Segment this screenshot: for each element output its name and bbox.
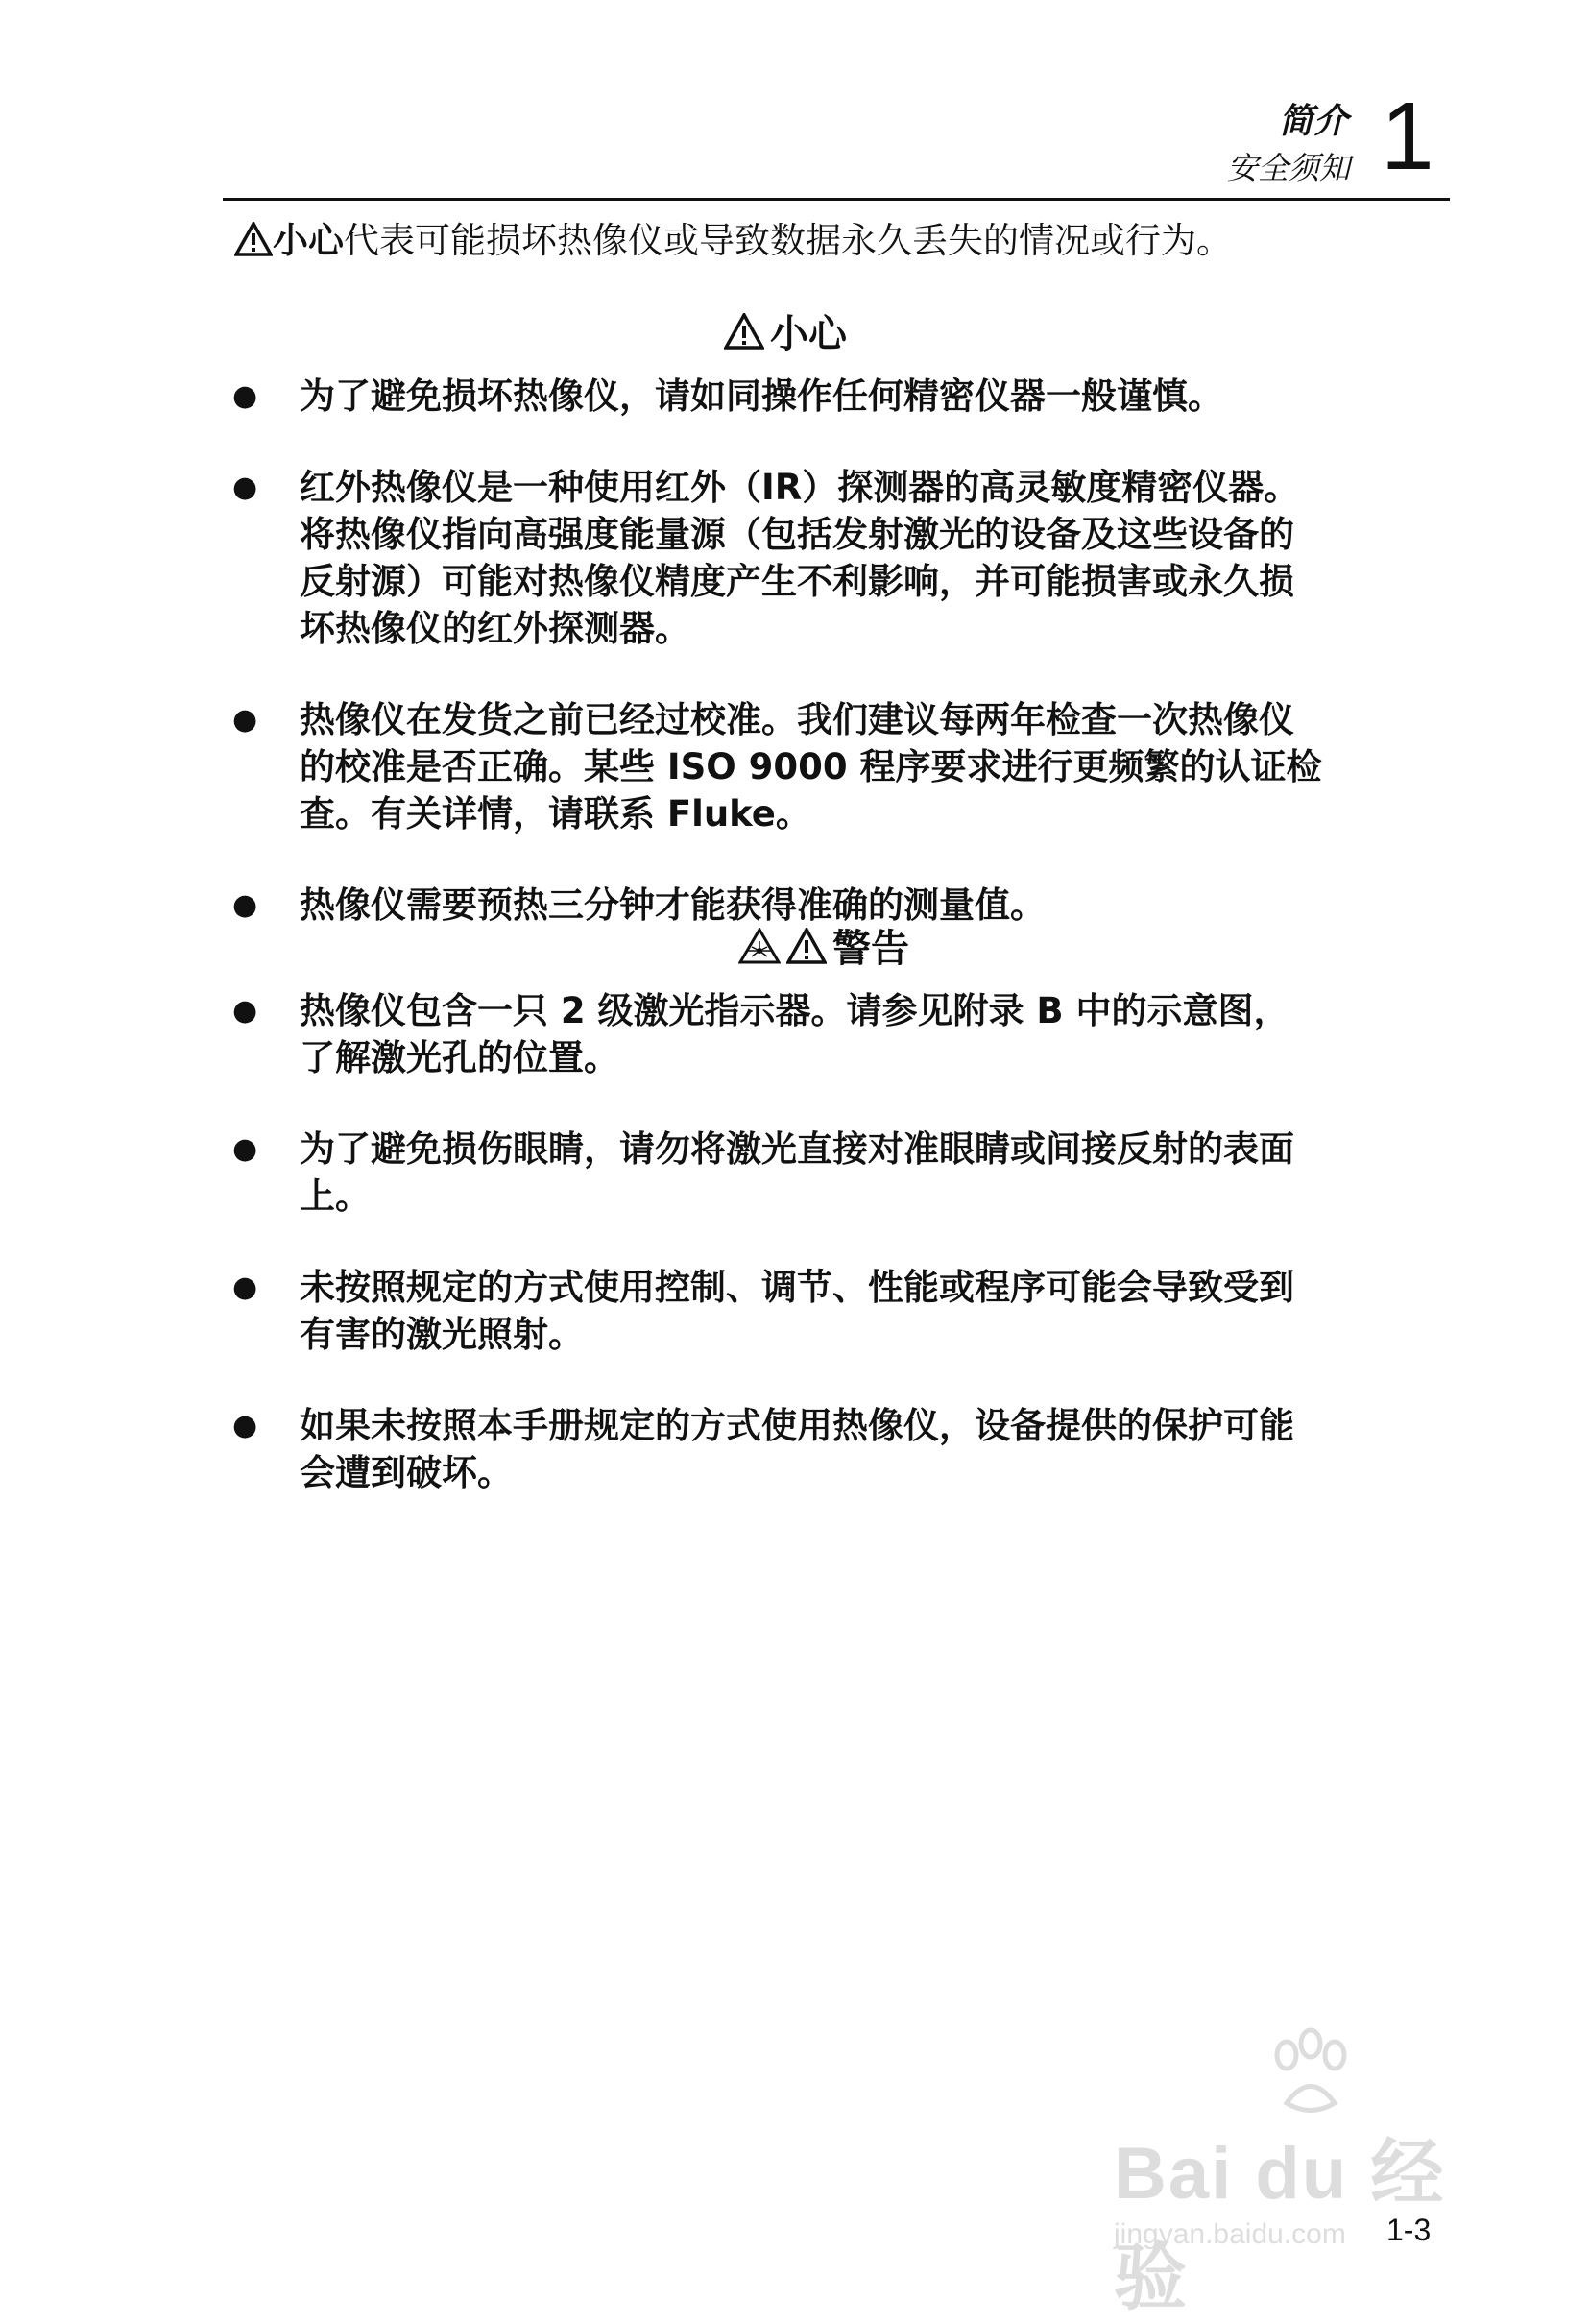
warning-heading-label: 警告 xyxy=(832,927,909,971)
caution-triangle-icon xyxy=(234,222,273,256)
list-item-text: 热像仪包含一只 2 级激光指示器。请参见附录 B 中的示意图， 了解激光孔的位置。 xyxy=(300,990,1289,1078)
watermark-url: jingyan.baidu.com xyxy=(1114,2218,1346,2250)
paw-logo-icon xyxy=(1258,2026,1363,2122)
header-subtitle: 安全须知 xyxy=(1226,150,1350,186)
chapter-number: 1 xyxy=(1381,83,1434,190)
list-item xyxy=(227,696,1379,837)
list-item-text: 为了避免损坏热像仪，请如同操作任何精密仪器一般谨慎。 xyxy=(300,375,1223,417)
intro-paragraph xyxy=(234,217,1232,265)
caution-list xyxy=(227,373,1379,973)
header-title: 简介 xyxy=(1278,102,1348,141)
list-item xyxy=(227,464,1379,652)
header-rule xyxy=(223,198,1450,201)
bullet-icon: ● xyxy=(232,1409,258,1442)
bullet-icon: ● xyxy=(232,471,258,504)
page-number: 1-3 xyxy=(1386,2213,1432,2247)
watermark-brand: Bai du 经验 xyxy=(1114,2133,1446,2319)
intro-text: 代表可能损坏热像仪或导致数据永久丢失的情况或行为。 xyxy=(344,220,1232,261)
list-item-text: 未按照规定的方式使用控制、调节、性能或程序可能会导致受到 有害的激光照射。 xyxy=(300,1267,1294,1355)
bullet-icon: ● xyxy=(232,994,258,1028)
caution-triangle-icon xyxy=(724,313,764,350)
list-item-text: 热像仪在发货之前已经过校准。我们建议每两年检查一次热像仪 的校准是否正确。某些 ISO 9000 程序要求进行更频繁的认证检 查。有关详情，请联系 Fluke。 xyxy=(300,699,1322,835)
list-item xyxy=(227,1126,1379,1220)
bullet-icon: ● xyxy=(232,888,258,922)
list-item xyxy=(227,987,1379,1081)
caution-word: 小心 xyxy=(273,220,344,261)
bullet-icon: ● xyxy=(232,703,258,737)
list-item xyxy=(227,373,1379,420)
bullet-icon: ● xyxy=(232,379,258,413)
list-item xyxy=(227,1264,1379,1358)
warning-triangle-icon xyxy=(786,928,827,964)
warning-list xyxy=(227,987,1379,1540)
bullet-icon: ● xyxy=(232,1132,258,1166)
list-item-text: 为了避免损伤眼睛，请勿将激光直接对准眼睛或间接反射的表面 上。 xyxy=(300,1128,1294,1217)
caution-heading xyxy=(0,303,1590,359)
list-item-text: 热像仪需要预热三分钟才能获得准确的测量值。 xyxy=(300,884,1046,926)
list-item-text: 红外热像仪是一种使用红外（IR）探测器的高灵敏度精密仪器。 将热像仪指向高强度能量源（包括发射激光的设备及这些设备的 反射源）可能对热像仪精度产生不利影响，并可能损害或永久损 坏热像仪的红外探测器。 xyxy=(300,467,1300,649)
warning-heading xyxy=(0,918,1590,974)
list-item-text: 如果未按照本手册规定的方式使用热像仪，设备提供的保护可能 会遭到破坏。 xyxy=(300,1405,1294,1493)
laser-hazard-icon xyxy=(738,928,781,964)
caution-heading-label: 小心 xyxy=(770,312,847,356)
bullet-icon: ● xyxy=(232,1271,258,1304)
list-item xyxy=(227,1402,1379,1496)
